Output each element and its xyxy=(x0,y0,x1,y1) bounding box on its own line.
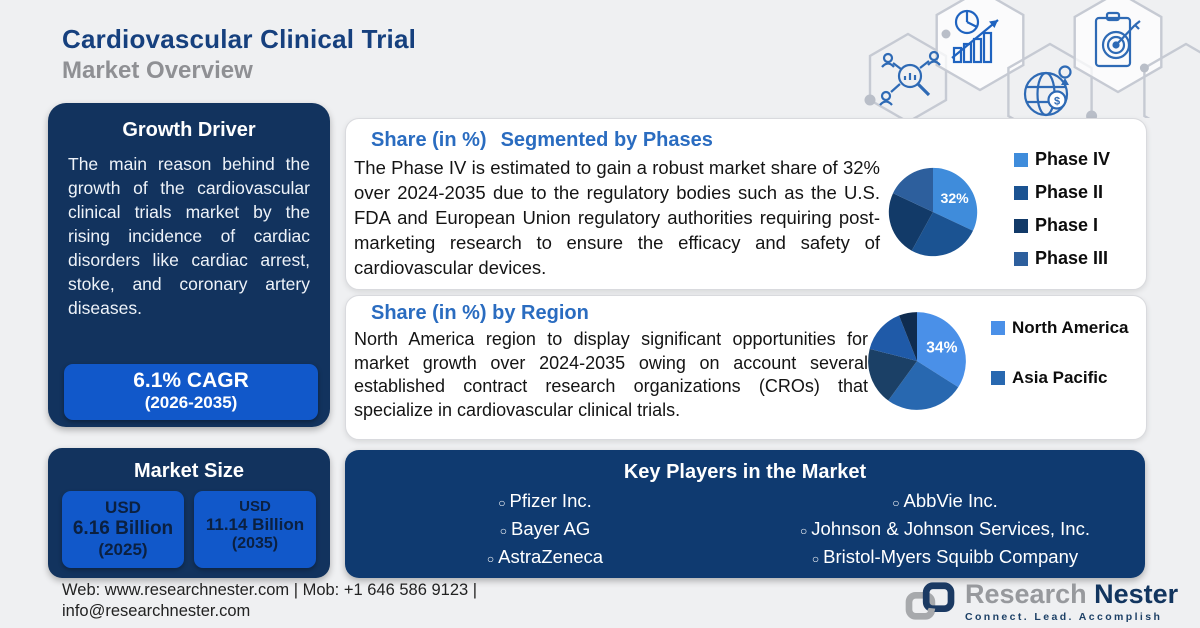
key-player-item xyxy=(498,488,592,516)
key-player-name: Bayer AG xyxy=(511,518,591,539)
key-player-item xyxy=(892,488,998,516)
circle-bullet-icon: ○ xyxy=(892,496,900,510)
currency-label: USD xyxy=(239,498,271,515)
phases-card-text: The Phase IV is estimated to gain a robust market share of 32% over 2024-2035 due to the regulatory bodies such as the U.S. FDA and European Union regulatory authorities requiring post-marketing research to ensure the efficacy and safety of cardiovascular devices. xyxy=(354,157,880,278)
legend-item xyxy=(1014,149,1110,170)
region-legend xyxy=(991,318,1129,418)
legend-swatch-icon xyxy=(1014,186,1028,200)
growth-driver-panel xyxy=(48,103,330,427)
contact-line-web-mobile: Web: www.researchnester.com | Mob: +1 646 586 9123 | xyxy=(62,581,478,599)
cagr-period: (2026-2035) xyxy=(144,393,238,412)
chainlink-logo-icon xyxy=(903,581,957,623)
logo-word-nester: Nester xyxy=(1094,579,1179,609)
global-market-icon xyxy=(1025,67,1071,116)
legend-label: Phase IV xyxy=(1035,149,1111,169)
circle-bullet-icon: ○ xyxy=(499,524,508,538)
region-share-card xyxy=(345,295,1147,440)
cagr-badge xyxy=(64,364,318,420)
key-player-name: Bristol-Myers Squibb Company xyxy=(823,546,1079,567)
hexagon-decoration xyxy=(850,0,1200,118)
key-players-panel xyxy=(345,450,1145,578)
svg-text:$: $ xyxy=(1053,95,1061,108)
circle-bullet-icon: ○ xyxy=(811,552,820,566)
key-player-name: Johnson & Johnson Services, Inc. xyxy=(811,518,1090,539)
legend-label: North America xyxy=(1012,318,1129,337)
research-nester-logo xyxy=(903,581,1178,623)
header xyxy=(62,24,416,85)
legend-label: Phase I xyxy=(1035,215,1099,235)
phases-card-heading xyxy=(346,119,1146,152)
legend-item xyxy=(1014,182,1110,203)
market-size-2025 xyxy=(62,491,184,568)
legend-swatch-icon xyxy=(1014,153,1028,167)
region-card-heading: Share (in %) by Region xyxy=(371,302,589,324)
pie-data-label: 32% xyxy=(940,189,969,206)
region-pie-chart xyxy=(865,309,969,413)
logo-word-research: Research xyxy=(965,579,1095,609)
market-size-2035 xyxy=(194,491,316,568)
phases-legend xyxy=(1014,149,1110,281)
cagr-value: 6.1% CAGR xyxy=(133,369,249,392)
key-players-column-left xyxy=(345,488,745,572)
legend-item xyxy=(991,318,1129,338)
key-player-item xyxy=(500,516,590,544)
growth-driver-text: The main reason behind the growth of the cardiovascular clinical trials market by the rising incidence of cardiac disorders like cardiac arrest, stoke, and coronary artery diseases. xyxy=(68,154,310,318)
circle-bullet-icon: ○ xyxy=(498,496,506,510)
market-size-title: Market Size xyxy=(133,460,245,482)
legend-item xyxy=(1014,215,1110,236)
key-players-column-right xyxy=(745,488,1145,572)
legend-label: Phase III xyxy=(1035,248,1109,268)
legend-swatch-icon xyxy=(1014,252,1028,266)
logo-tagline: Connect. Lead. Accomplish xyxy=(965,611,1163,623)
market-size-2025-value: 6.16 Billion xyxy=(72,518,174,539)
key-players-columns xyxy=(345,488,1145,572)
key-player-name: AstraZeneca xyxy=(498,546,604,567)
phases-pie-chart xyxy=(886,165,980,259)
legend-label: Phase II xyxy=(1035,182,1104,202)
key-player-item xyxy=(487,544,603,572)
market-size-panel xyxy=(48,448,330,578)
legend-swatch-icon xyxy=(991,371,1005,385)
market-size-2035-value: 11.14 Billion xyxy=(205,515,305,534)
circle-bullet-icon: ○ xyxy=(486,552,495,566)
growth-driver-title: Growth Driver xyxy=(122,119,256,141)
market-analysis-icon xyxy=(880,52,940,105)
contact-info xyxy=(62,580,477,622)
key-player-name: AbbVie Inc. xyxy=(903,490,998,511)
legend-label: Asia Pacific xyxy=(1012,368,1108,387)
legend-item xyxy=(991,368,1129,388)
market-size-2025-year: (2025) xyxy=(98,540,148,559)
legend-swatch-icon xyxy=(1014,219,1028,233)
phases-share-card xyxy=(345,118,1147,290)
phases-heading-share: Share (in %) xyxy=(371,129,487,151)
currency-label: USD xyxy=(105,498,141,517)
key-player-item xyxy=(812,544,1078,572)
legend-swatch-icon xyxy=(991,321,1005,335)
pie-data-label: 34% xyxy=(926,339,958,357)
page-subtitle: Market Overview xyxy=(62,57,253,84)
contact-line-email: info@researchnester.com xyxy=(62,602,251,620)
circle-bullet-icon: ○ xyxy=(800,524,808,538)
phases-heading-segment: Segmented by Phases xyxy=(500,129,713,151)
logo-text xyxy=(965,581,1178,623)
key-player-item xyxy=(800,516,1090,544)
key-player-name: Pfizer Inc. xyxy=(509,490,592,511)
region-card-text: North America region to display significant opportunities for market growth over 2024-2035 owing on account several established contract research organizations (CROs) that specialize in cardiovascular clinical trials. xyxy=(354,329,868,420)
market-size-2035-year: (2035) xyxy=(231,535,279,552)
key-players-title: Key Players in the Market xyxy=(623,461,867,483)
market-size-boxes xyxy=(48,491,330,568)
page-title: Cardiovascular Clinical Trial xyxy=(62,24,417,54)
legend-item xyxy=(1014,248,1110,269)
